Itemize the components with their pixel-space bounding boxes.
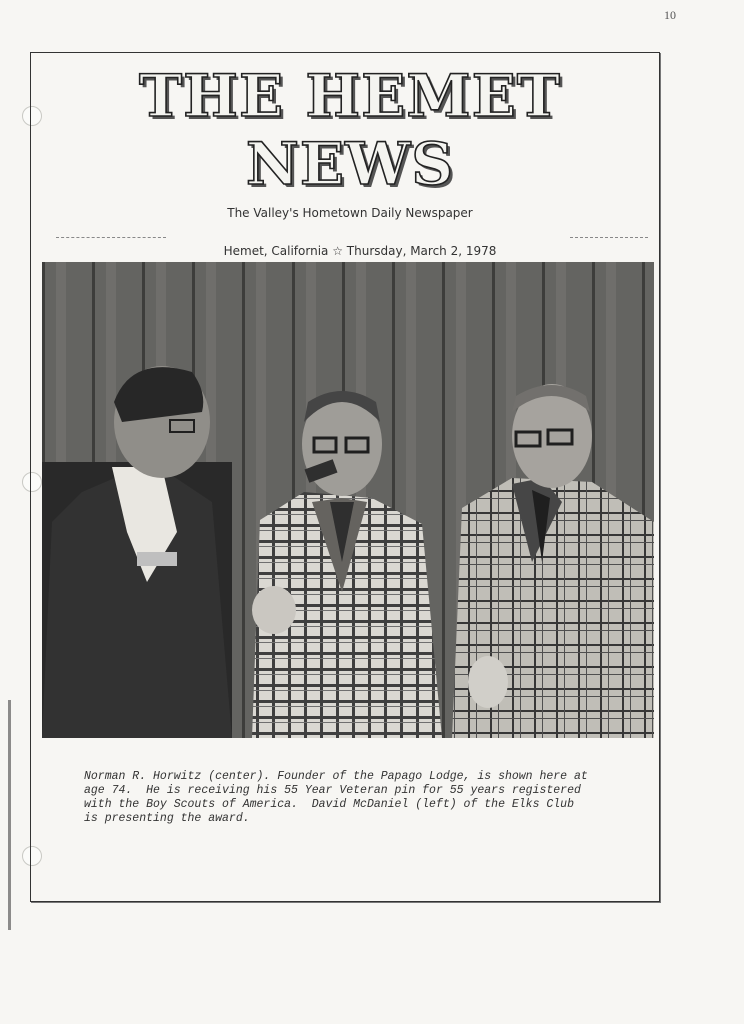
caption-line: is presenting the award. [84,812,250,825]
scan-edge-mark [8,700,11,930]
divider [56,237,166,238]
page-number: 10 [664,8,676,22]
caption-line: Norman R. Horwitz (center). Founder of the Papago Lodge, is shown here at [84,770,588,783]
news-photo [42,262,654,738]
masthead-title-news: NEWS [245,130,455,198]
divider [570,237,648,238]
dateline: Hemet, California ☆ Thursday, March 2, 1978 [223,244,497,258]
masthead-title: THE HEMET [139,62,561,130]
caption-line: age 74. He is receiving his 55 Year Veteran pin for 55 years registered [84,784,581,797]
photo-caption [84,770,624,826]
caption-line: with the Boy Scouts of America. David McDaniel (left) of the Elks Club [84,798,574,811]
masthead-tagline: The Valley's Hometown Daily Newspaper [227,206,473,220]
